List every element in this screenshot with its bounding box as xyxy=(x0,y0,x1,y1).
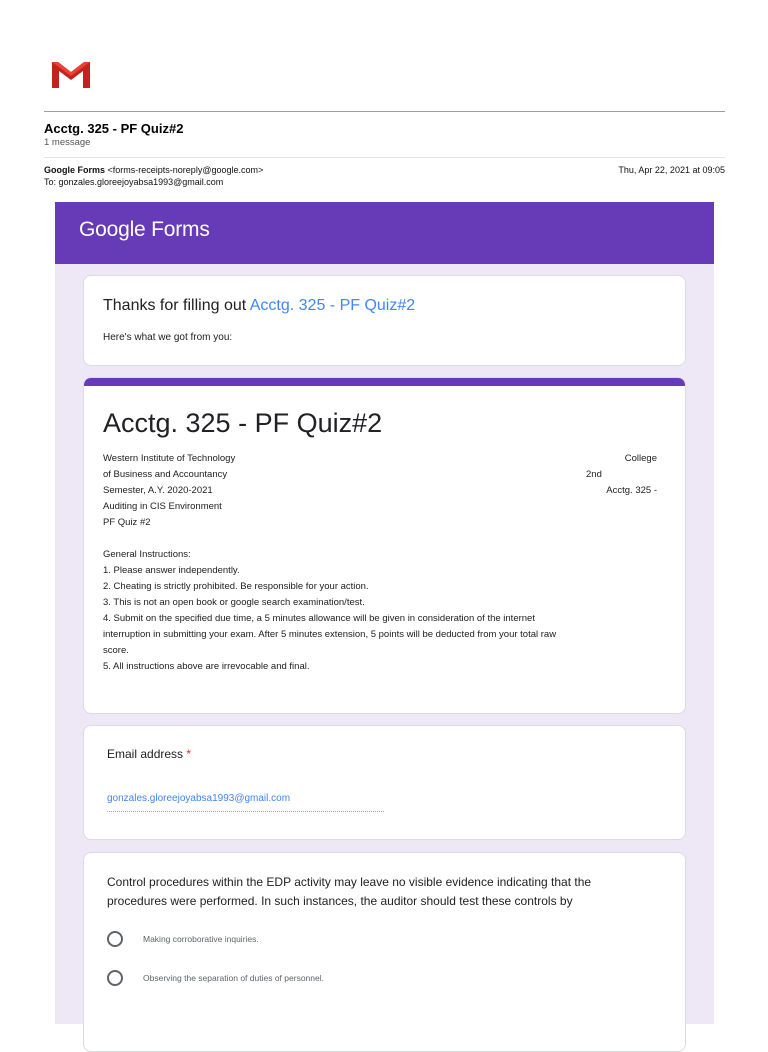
email-date: Thu, Apr 22, 2021 at 09:05 xyxy=(618,165,725,175)
question-line: procedures were performed. In such instances, the auditor should test these controls by xyxy=(107,894,573,908)
thanks-prefix: Thanks for filling out xyxy=(103,297,250,314)
email-question-label xyxy=(107,747,191,761)
sender-line xyxy=(44,165,263,175)
required-asterisk: * xyxy=(186,747,192,761)
instruction-item: 4. Submit on the specified due time, a 5 minutes allowance will be given in consideration of the internet xyxy=(103,613,535,624)
sender-name[interactable]: Google Forms xyxy=(44,165,106,175)
instruction-item: 5. All instructions above are irrevocable and final. xyxy=(103,661,310,672)
thanks-heading xyxy=(103,297,415,315)
description-line: College xyxy=(624,453,657,464)
header-divider xyxy=(44,111,725,112)
forms-email-body xyxy=(55,202,714,1024)
description-line: Acctg. 325 - xyxy=(606,485,657,496)
form-header-card xyxy=(83,377,686,714)
sender-address: <forms-receipts-noreply@google.com> xyxy=(107,165,264,175)
description-line: of Business and Accountancy xyxy=(103,469,228,480)
question-card xyxy=(83,852,686,1052)
radio-button-icon[interactable] xyxy=(107,970,123,986)
google-forms-logo[interactable]: Google Forms xyxy=(79,218,210,241)
radio-option[interactable] xyxy=(107,931,259,947)
gmail-logo-icon xyxy=(50,58,92,90)
radio-button-icon[interactable] xyxy=(107,931,123,947)
email-subject: Acctg. 325 - PF Quiz#2 xyxy=(44,121,184,136)
message-divider xyxy=(44,157,725,158)
instruction-item: 1. Please answer independently. xyxy=(103,565,240,576)
form-link[interactable]: Acctg. 325 - PF Quiz#2 xyxy=(249,297,416,314)
radio-option[interactable] xyxy=(107,970,324,986)
thanks-subtext: Here's what we got from you: xyxy=(103,332,233,343)
google-forms-header xyxy=(55,202,714,264)
instruction-item: 3. This is not an open book or google search examination/test. xyxy=(103,597,365,608)
email-answer-value[interactable]: gonzales.gloreejoyabsa1993@gmail.com xyxy=(107,793,291,804)
description-line: Semester, A.Y. 2020-2021 xyxy=(103,485,213,496)
instructions-heading: General Instructions: xyxy=(103,549,191,560)
message-count: 1 message xyxy=(44,137,91,148)
question-line: Control procedures within the EDP activity may leave no visible evidence indicating that the xyxy=(107,875,592,889)
instruction-item: interruption in submitting your exam. After 5 minutes extension, 5 points will be deducted from your total raw xyxy=(103,629,557,640)
option-label: Observing the separation of duties of personnel. xyxy=(143,973,324,983)
email-question-card xyxy=(83,725,686,840)
question-text xyxy=(107,873,667,911)
thanks-card xyxy=(83,275,686,366)
description-line: 2nd xyxy=(586,469,602,480)
description-line: PF Quiz #2 xyxy=(103,517,151,528)
instruction-item: 2. Cheating is strictly prohibited. Be responsible for your action. xyxy=(103,581,369,592)
option-label: Making corroborative inquiries. xyxy=(143,934,259,944)
form-accent-bar xyxy=(84,378,685,386)
form-title: Acctg. 325 - PF Quiz#2 xyxy=(103,408,383,438)
email-label-text: Email address xyxy=(107,747,184,761)
instruction-item: score. xyxy=(103,645,129,656)
description-line: Western Institute of Technology xyxy=(103,453,236,464)
email-answer-underline xyxy=(107,811,384,812)
description-line: Auditing in CIS Environment xyxy=(103,501,222,512)
recipient-line: To: gonzales.gloreejoyabsa1993@gmail.com xyxy=(44,177,224,187)
